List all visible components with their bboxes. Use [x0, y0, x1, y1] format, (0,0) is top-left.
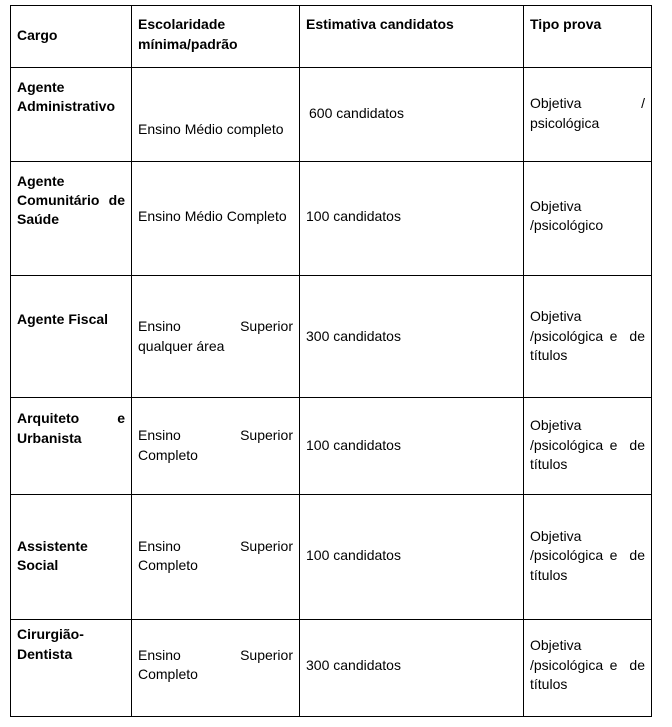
tipo-cell: Objetiva / psicológica	[524, 68, 652, 162]
estimativa-cell: 100 candidatos	[300, 398, 524, 495]
escolaridade-cell: Ensino Superior qualquer área	[132, 276, 300, 398]
estimativa-cell: 300 candidatos	[300, 276, 524, 398]
table-row	[11, 162, 652, 276]
table-row	[11, 495, 652, 620]
tipo-cell: Objetiva /psicológica e de títulos	[524, 620, 652, 717]
table-row	[11, 398, 652, 495]
table-row	[11, 620, 652, 717]
estimativa-cell: 600 candidatos	[300, 68, 524, 162]
tipo-cell: Objetiva /psicológico	[524, 162, 652, 276]
table-row	[11, 276, 652, 398]
cargo-cell: Cirurgião- Dentista	[11, 620, 132, 717]
table-header-row	[11, 6, 652, 68]
escolaridade-cell: Ensino Superior Completo	[132, 495, 300, 620]
tipo-cell: Objetiva /psicológica e de títulos	[524, 398, 652, 495]
header-escolaridade: Escolaridade mínima/padrão	[132, 6, 300, 68]
header-cargo: Cargo	[11, 6, 132, 68]
header-estimativa: Estimativa candidatos	[300, 6, 524, 68]
cargo-cell: Arquiteto e Urbanista	[11, 398, 132, 495]
estimativa-cell: 300 candidatos	[300, 620, 524, 717]
cargos-table	[10, 5, 652, 717]
escolaridade-cell: Ensino Médio completo	[132, 68, 300, 162]
cargo-cell: Agente Administrativo	[11, 68, 132, 162]
cargo-cell: Agente Comunitário de Saúde	[11, 162, 132, 276]
cargo-cell: Assistente Social	[11, 495, 132, 620]
escolaridade-cell: Ensino Superior Completo	[132, 620, 300, 717]
escolaridade-cell: Ensino Superior Completo	[132, 398, 300, 495]
estimativa-cell: 100 candidatos	[300, 495, 524, 620]
escolaridade-cell: Ensino Médio Completo	[132, 162, 300, 276]
cargo-cell: Agente Fiscal	[11, 276, 132, 398]
tipo-cell: Objetiva /psicológica e de títulos	[524, 495, 652, 620]
tipo-cell: Objetiva /psicológica e de títulos	[524, 276, 652, 398]
table-row	[11, 68, 652, 162]
estimativa-cell: 100 candidatos	[300, 162, 524, 276]
header-tipo: Tipo prova	[524, 6, 652, 68]
